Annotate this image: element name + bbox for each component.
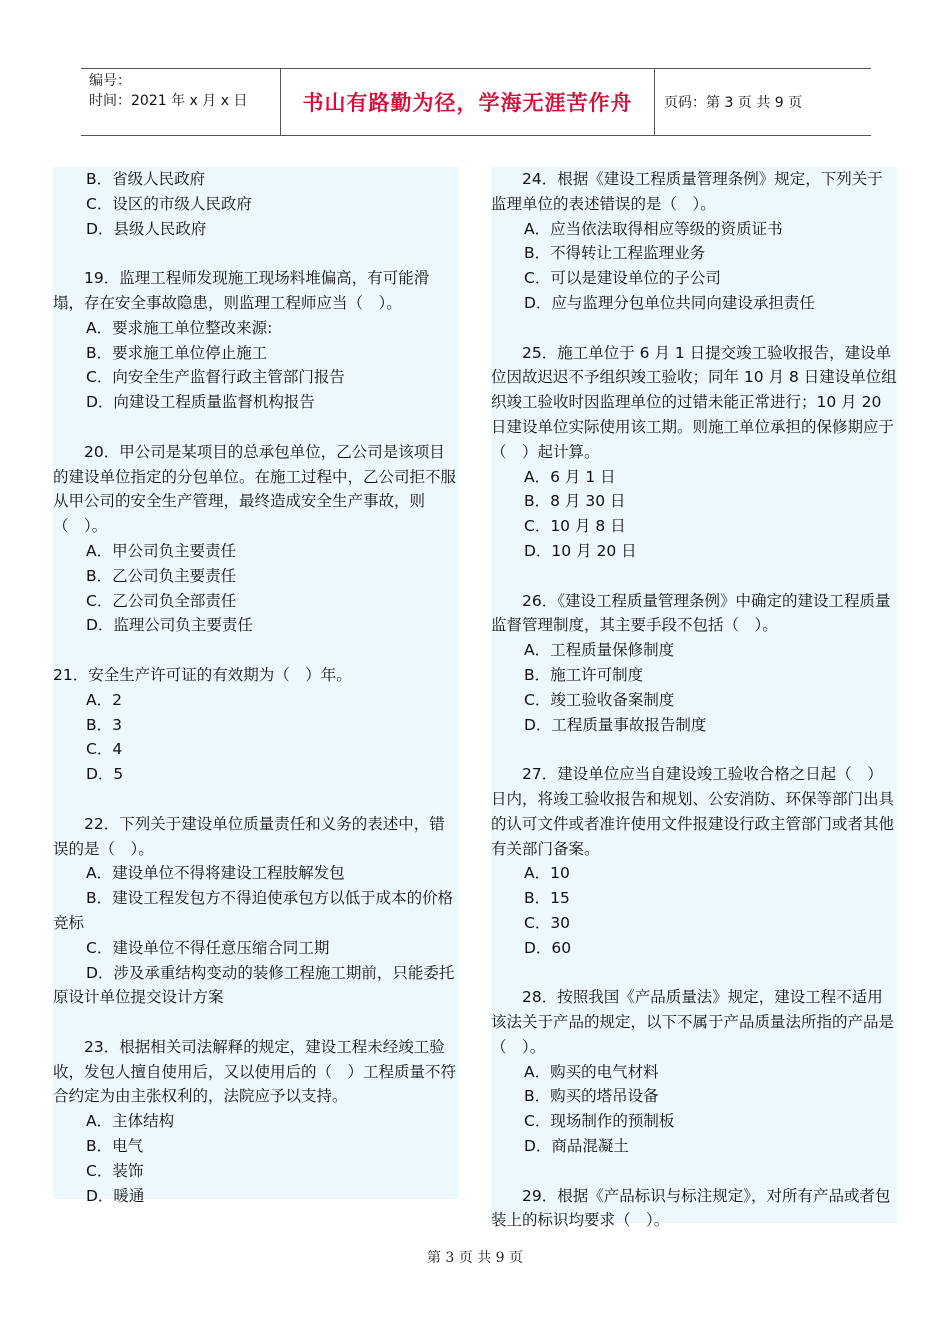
question-stem: 27．建设单位应当自建设竣工验收合格之日起（ ）日内，将竣工验收报告和规划、公安消防、环保等部门出具的认可文件或者准许使用文件报建设行政主管部门或者其他有关部门备案。: [491, 765, 895, 858]
option-a: A．购买的电气材料: [524, 1062, 659, 1081]
question-23: [53, 1035, 459, 1209]
option-a: A．建设单位不得将建设工程肢解发包: [86, 864, 345, 883]
option-b: B．购买的塔吊设备: [524, 1087, 659, 1106]
option-d: D．向建设工程质量监督机构报告: [86, 393, 315, 412]
option-b: B．建设工程发包方不得迫使承包方以低于成本的价格竞标: [53, 889, 454, 932]
option-d: D．应与监理分包单位共同向建设承担责任: [524, 293, 815, 312]
option-c: C．可以是建设单位的子公司: [524, 269, 721, 288]
question-19: [53, 266, 459, 415]
option-d: D．60: [524, 938, 572, 957]
option-a: A．6 月 1 日: [524, 467, 616, 486]
number-label: 编号：: [89, 73, 131, 89]
question-26: [491, 589, 897, 738]
question-22: [53, 812, 459, 1010]
option-a: A．要求施工单位整改来源:: [86, 318, 273, 337]
option-c: C．装饰: [86, 1161, 144, 1180]
option-d: D．商品混凝土: [524, 1137, 629, 1156]
question-20: [53, 440, 459, 638]
question-stem: 22．下列关于建设单位质量责任和义务的表述中，错误的是（ ）。: [53, 814, 445, 858]
right-question-column: [491, 167, 897, 1230]
option-b: B．乙公司负主要责任: [86, 566, 237, 585]
option-d: D．监理公司负主要责任: [86, 616, 253, 635]
option-c: C．设区的市级人民政府: [86, 194, 252, 213]
option-d: D．工程质量事故报告制度: [524, 715, 707, 734]
option-b: B．3: [86, 715, 122, 734]
option-b: B．省级人民政府: [86, 170, 206, 188]
page-footer: 第 3 页 共 9 页: [426, 1250, 524, 1266]
question-24: [491, 167, 897, 316]
option-a: A．甲公司负主要责任: [86, 541, 237, 560]
question-29: [491, 1184, 897, 1234]
option-a: A．10: [524, 864, 570, 883]
question-stem: 21．安全生产许可证的有效期为（ ）年。: [53, 665, 352, 684]
question-stem: 28．按照我国《产品质量法》规定，建设工程不适用该法关于产品的规定，以下不属于产品质量法所指的产品是（ ）。: [491, 988, 895, 1056]
option-a: A．应当依法取得相应等级的资质证书: [524, 219, 783, 238]
option-b: B．要求施工单位停止施工: [86, 343, 268, 362]
option-d: D．县级人民政府: [86, 219, 207, 238]
date-label: 时间：2021 年 x 月 x 日: [89, 93, 248, 109]
question-stem: 26．《建设工程质量管理条例》中确定的建设工程质量监督管理制度，其主要手段不包括（ ）。: [491, 591, 891, 635]
question-stem: 29．根据《产品标识与标注规定》，对所有产品或者包装上的标识均要求（ ）。: [491, 1186, 891, 1230]
question-25: [491, 341, 897, 564]
left-question-column: [53, 167, 459, 1205]
question-stem: 24．根据《建设工程质量管理条例》规定，下列关于监理单位的表述错误的是（ ）。: [491, 170, 883, 213]
option-b: B．施工许可制度: [524, 665, 644, 684]
option-c: C．现场制作的预制板: [524, 1112, 675, 1131]
option-c: C．竣工验收备案制度: [524, 690, 675, 709]
question-stem: 19．监理工程师发现施工现场料堆偏高，有可能滑塌，存在安全事故隐患，则监理工程师应当（ ）。: [53, 269, 430, 312]
question-21: [53, 663, 459, 787]
option-a: A．工程质量保修制度: [524, 641, 675, 660]
question-stem: 20．甲公司是某项目的总承包单位，乙公司是该项目的建设单位指定的分包单位。在施工过程中，乙公司拒不服从甲公司的安全生产管理，最终造成安全生产事故，则（ ）。: [53, 442, 457, 536]
option-d: D．10 月 20 日: [524, 541, 637, 560]
question-18-continued: [53, 167, 459, 241]
option-b: B．8 月 30 日: [524, 492, 626, 511]
option-b: B．电气: [86, 1137, 144, 1156]
option-c: C．向安全生产监督行政主管部门报告: [86, 368, 345, 387]
option-b: B．15: [524, 889, 570, 908]
option-d: D．涉及承重结构变动的装修工程施工期前，只能委托原设计单位提交设计方案: [53, 963, 455, 1007]
option-a: A．主体结构: [86, 1112, 175, 1131]
header-page-label: 页码：第 3 页 共 9 页: [664, 95, 803, 111]
header-meta: [81, 69, 281, 135]
question-stem: 25．施工单位于 6 月 1 日提交竣工验收报告，建设单位因故迟迟不予组织竣工验收；同年 10 月 8 日建设单位组织竣工验收时因监理单位的过错未能正常进行；10 月 20 日建设单位实际使用该工期。则施工单位承担的保修期应于（ ）起计算。: [491, 343, 897, 461]
option-c: C．30: [524, 913, 571, 932]
option-b: B．不得转让工程监理业务: [524, 244, 706, 263]
page-header: [81, 68, 871, 136]
header-motto: 书山有路勤为径，学海无涯苦作舟: [281, 69, 655, 135]
option-c: C．乙公司负全部责任: [86, 591, 237, 610]
option-c: C．建设单位不得任意压缩合同工期: [86, 938, 330, 957]
option-a: A．2: [86, 690, 122, 709]
option-d: D．5: [86, 765, 124, 784]
question-27: [491, 762, 897, 960]
question-28: [491, 985, 897, 1159]
option-d: D．暖通: [86, 1186, 145, 1205]
option-c: C．10 月 8 日: [524, 517, 626, 536]
question-stem: 23．根据相关司法解释的规定，建设工程未经竣工验收，发包人擅自使用后，又以使用后的（ ）工程质量不符合约定为由主张权利的，法院应予以支持。: [53, 1037, 457, 1106]
option-c: C．4: [86, 740, 123, 759]
